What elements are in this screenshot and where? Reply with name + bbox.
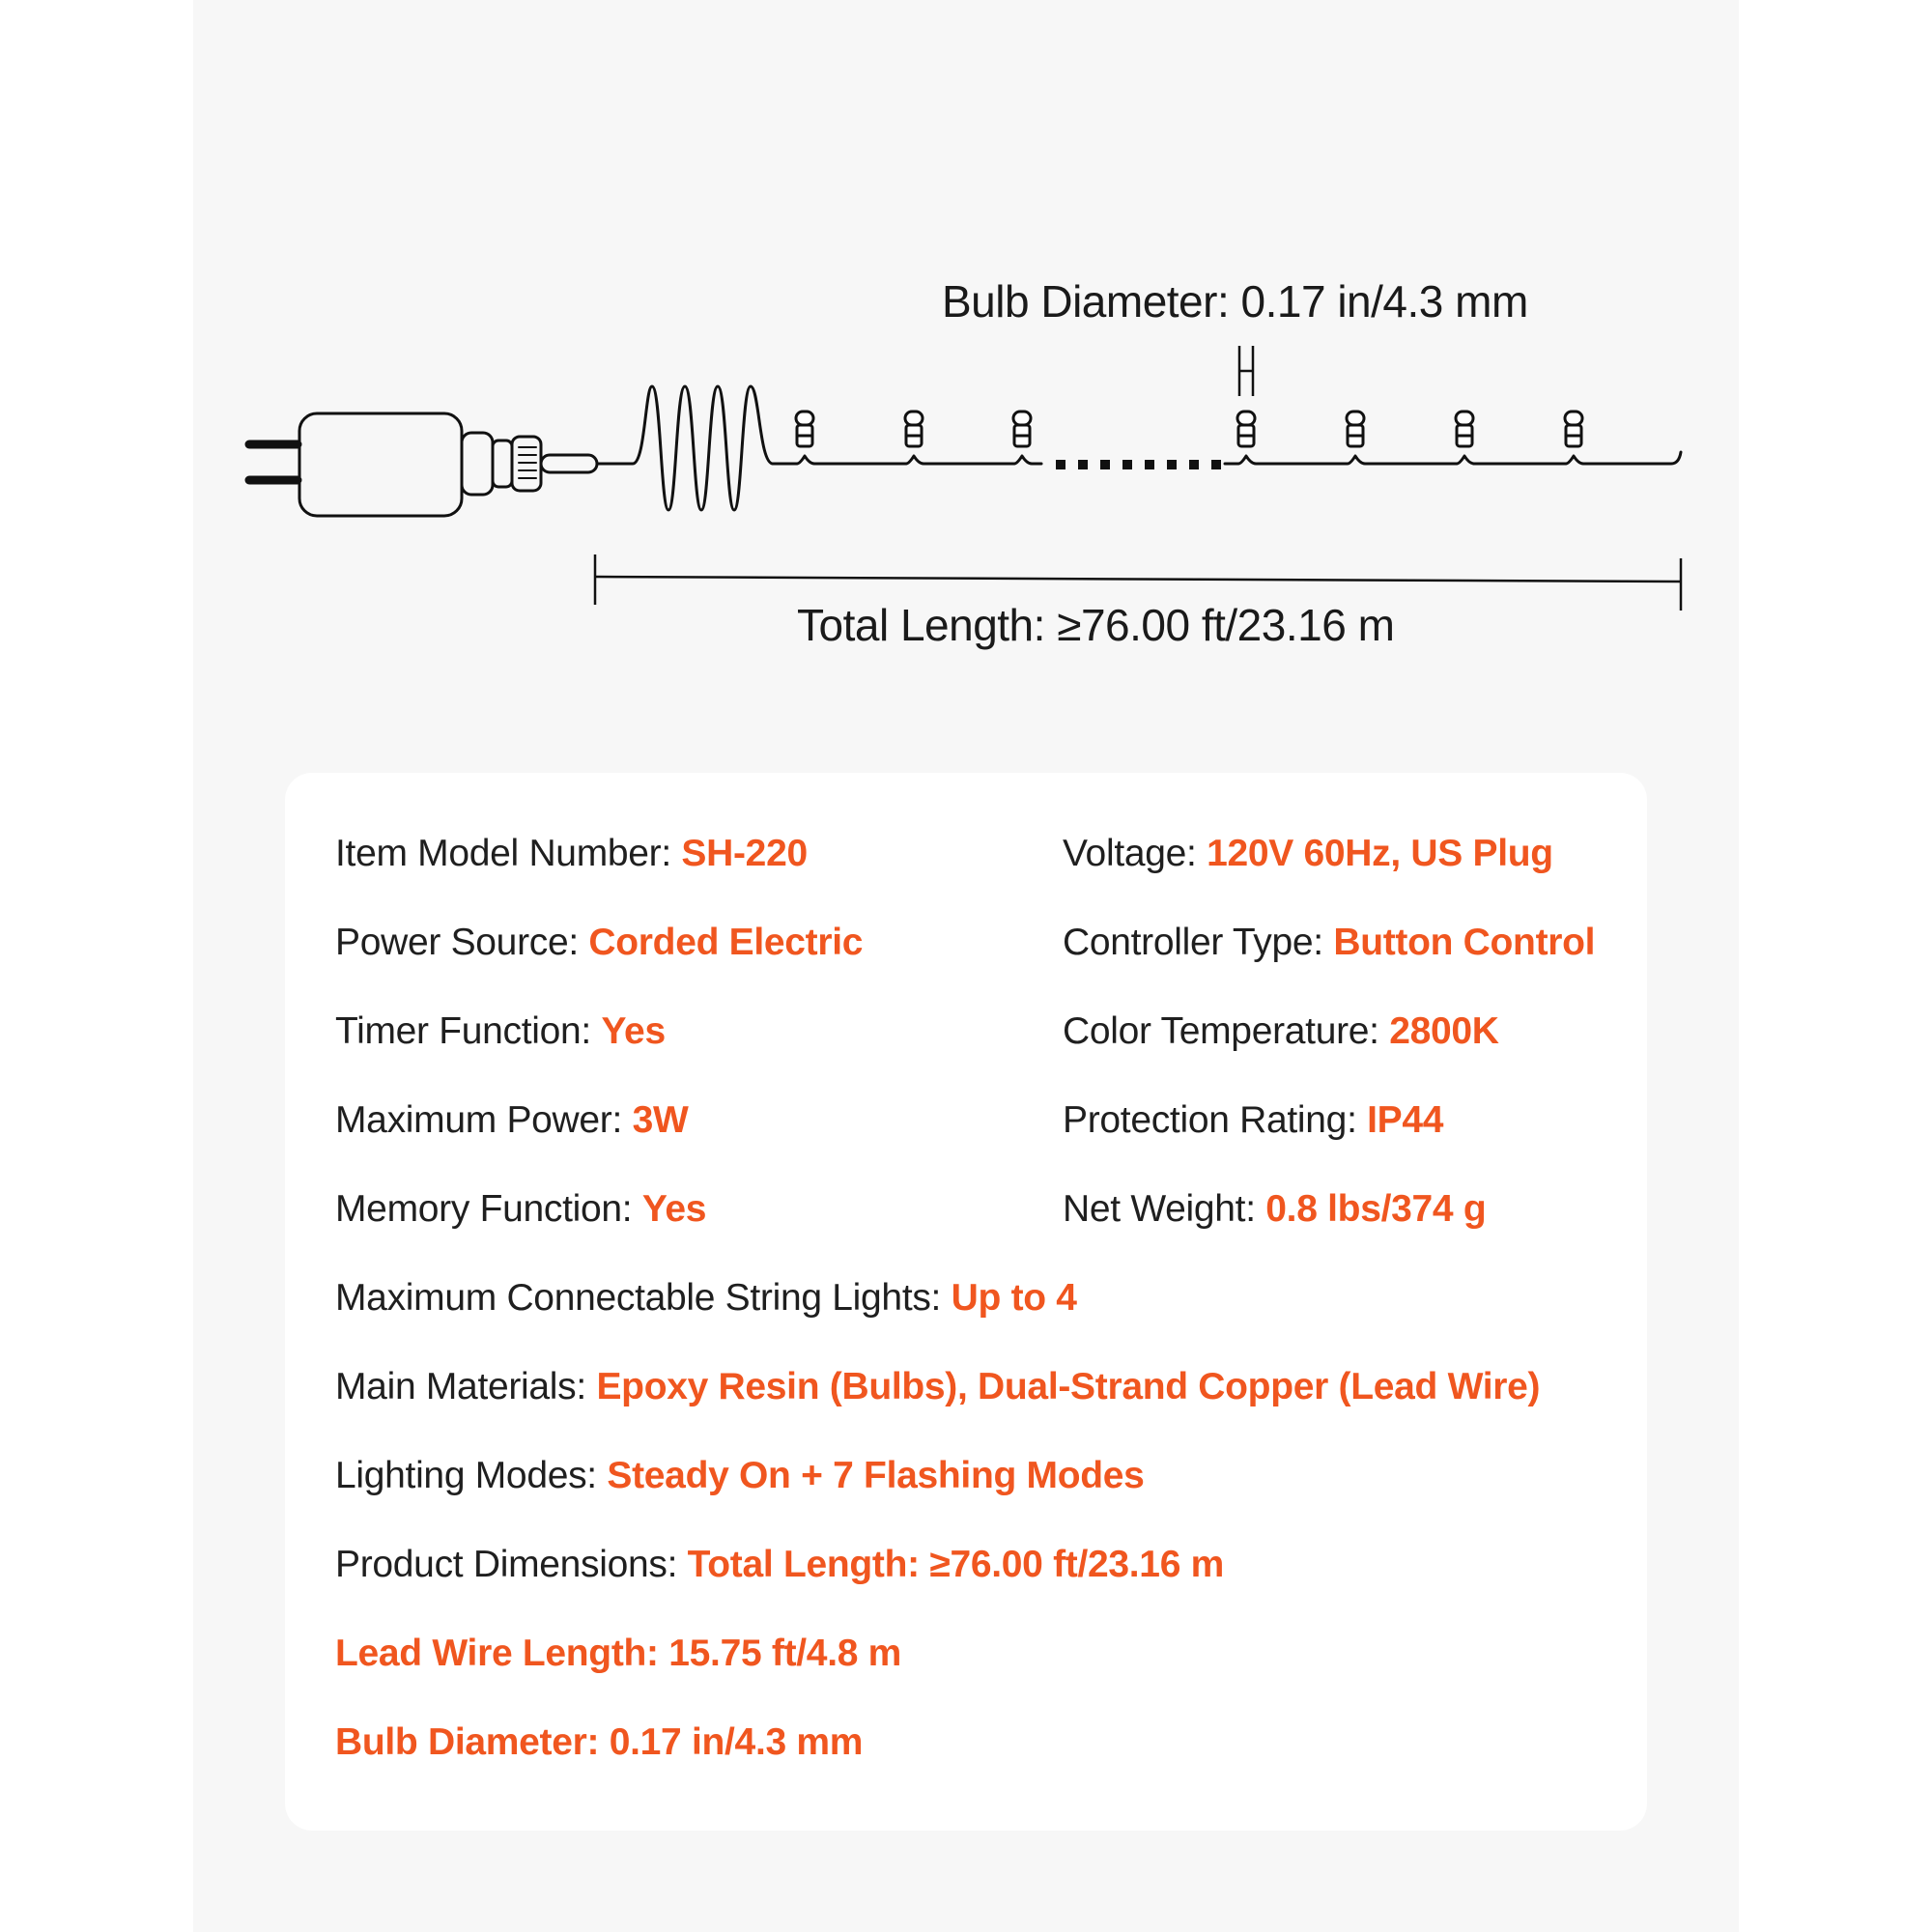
- spec-label: Item Model Number:: [335, 833, 682, 874]
- spec-value: Yes: [641, 1188, 707, 1230]
- spec-value: Yes: [601, 1010, 666, 1052]
- bulb-icon: [1013, 412, 1031, 446]
- spec-power-source: [335, 922, 863, 964]
- string-light-diagram: [193, 0, 1739, 734]
- spec-label: Power Source:: [335, 922, 589, 963]
- bulb-diameter-callout: Bulb Diameter: 0.17 in/4.3 mm: [942, 276, 1528, 327]
- spec-value: Total Length: ≥76.00 ft/23.16 m: [687, 1544, 1224, 1585]
- spec-label: Memory Function:: [335, 1188, 642, 1230]
- spec-value: 2800K: [1389, 1010, 1499, 1052]
- spec-value: Button Control: [1333, 922, 1596, 963]
- spec-label: Timer Function:: [335, 1010, 602, 1052]
- spec-value: SH-220: [681, 833, 808, 874]
- bulb-icon: [1237, 412, 1255, 446]
- spec-label: Voltage:: [1063, 833, 1208, 874]
- spec-value: IP44: [1367, 1099, 1444, 1141]
- spec-card: [285, 773, 1647, 1831]
- total-length-callout: Total Length: ≥76.00 ft/23.16 m: [797, 600, 1395, 650]
- spec-color-temperature: [1063, 1010, 1499, 1053]
- spec-lead-wire-length: [335, 1633, 901, 1675]
- spec-label: Controller Type:: [1063, 922, 1334, 963]
- spec-value: 0.8 lbs/374 g: [1265, 1188, 1487, 1230]
- spec-product-dimensions: [335, 1544, 1224, 1586]
- bulb-icon: [1347, 412, 1364, 446]
- spec-label: Net Weight:: [1063, 1188, 1266, 1230]
- spec-label: Maximum Power:: [335, 1099, 633, 1141]
- lead-wire-coils: [597, 386, 773, 510]
- bulb-diameter-marker: [1239, 346, 1253, 396]
- bulb-icon: [1565, 412, 1582, 446]
- connector-tip: [541, 455, 597, 472]
- spec-label: Product Dimensions:: [335, 1544, 688, 1585]
- spec-timer-function: [335, 1010, 666, 1053]
- spec-maximum-power: [335, 1099, 688, 1142]
- spec-main-materials: [335, 1366, 1540, 1408]
- spec-value: Corded Electric: [588, 922, 864, 963]
- spec-item-model: [335, 833, 808, 875]
- spec-value: Epoxy Resin (Bulbs), Dual-Strand Copper (Lead Wire): [596, 1366, 1541, 1407]
- spec-value: Lead Wire Length: 15.75 ft/4.8 m: [335, 1633, 902, 1674]
- product-spec-page: [193, 0, 1739, 1932]
- spec-protection-rating: [1063, 1099, 1443, 1142]
- spec-label: Protection Rating:: [1063, 1099, 1368, 1141]
- spec-label: Main Materials:: [335, 1366, 597, 1407]
- spec-label: Color Temperature:: [1063, 1010, 1390, 1052]
- spec-value: Bulb Diameter: 0.17 in/4.3 mm: [335, 1721, 864, 1763]
- spec-controller-type: [1063, 922, 1595, 964]
- continuation-dots: [1056, 460, 1221, 469]
- spec-voltage: [1063, 833, 1553, 875]
- spec-value: Up to 4: [951, 1277, 1077, 1319]
- spec-value: Steady On + 7 Flashing Modes: [607, 1455, 1145, 1496]
- bulb-icon: [796, 412, 813, 446]
- spec-label: Lighting Modes:: [335, 1455, 608, 1496]
- spec-value: 3W: [632, 1099, 689, 1141]
- bulb-icon: [1456, 412, 1473, 446]
- spec-lighting-modes: [335, 1455, 1145, 1497]
- spec-label: Maximum Connectable String Lights:: [335, 1277, 952, 1319]
- wire-segment-left: [773, 456, 1041, 464]
- spec-max-connectable: [335, 1277, 1077, 1320]
- spec-value: 120V 60Hz, US Plug: [1207, 833, 1553, 874]
- bulb-icon: [905, 412, 923, 446]
- spec-memory-function: [335, 1188, 706, 1231]
- connector-collar: [462, 433, 493, 495]
- connector-nut: [493, 440, 512, 487]
- power-adapter: [299, 413, 462, 516]
- spec-bulb-diameter: [335, 1721, 863, 1764]
- spec-net-weight: [1063, 1188, 1486, 1231]
- wire-segment-right: [1225, 452, 1681, 464]
